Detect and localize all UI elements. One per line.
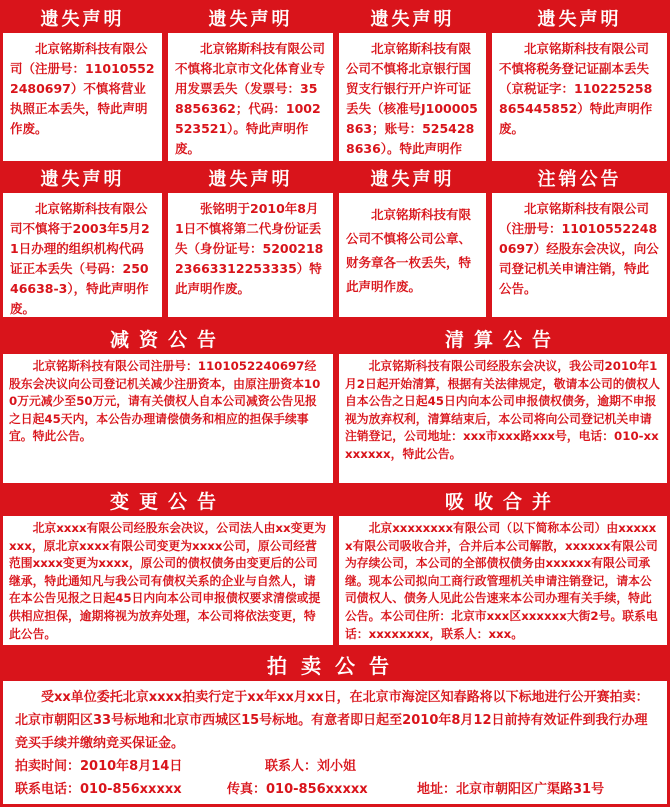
notice-card: [0, 164, 165, 320]
notice-body: 北京xxxx有限公司经股东会决议，公司法人由xx变更为xxx，原北京xxxx有限公司变更为xxxx公司，原公司经营范围xxxx变更为xxxx，原公司的债权债务由变更后的公司继承，特此通知凡与我公司有债权关系的企业与自然人，请在本公告见报之日起45日内向本公司申报债权要求清偿或提供相应担保，逾期将视为放弃处理，本公司将依法变更，特此公告。: [9, 521, 326, 641]
notice-body: 北京xxxxxxxx有限公司（以下简称本公司）由xxxxxx有限公司吸收合并，合并后本公司解散，xxxxxx有限公司为存续公司，本公司的全部债权债务由xxxxxx有限公司承继。现本公司拟向工商行政管理机关申请注销登记，请本公司债权人、债务人见此公告速来本公司办理有关手续，特此公告。本公司住所：北京市xxx区xxxxxx大街2号。联系电话：xxxxxxxx，联系人：xxx。: [345, 521, 658, 641]
notice-title: 吸收合并: [339, 489, 667, 516]
auction-info-row: [15, 755, 655, 778]
notice-body: 张铭明于2010年8月1日不慎将第二代身份证丢失（身份证号：520021823663312253335）特此声明作废。: [175, 201, 324, 296]
notice-card: [489, 4, 670, 164]
notice-title: 清算公告: [339, 327, 667, 354]
notice-title: 遗失声明: [168, 7, 333, 33]
notice-card: [165, 164, 336, 320]
auction-fax: 传真：010-856xxxxx: [227, 782, 368, 797]
notice-body: 北京铭斯科技有限公司不慎将北京市文化体育业专用发票丢失（发票号：358856362；代码：1002523521）。特此声明作废。: [175, 41, 326, 156]
auction-notice: [0, 648, 670, 807]
notice-body: 北京铭斯科技有限公司（注册号：110105522480697）不慎将营业执照正本丢失，特此声明作废。: [10, 41, 155, 136]
auction-body: [3, 681, 667, 801]
notice-body: 北京铭斯科技有限公司不慎将税务登记证副本丢失（京税证字：110225258865445852）特此声明作废。: [499, 41, 653, 136]
auction-title: 拍卖公告: [3, 651, 667, 681]
notice-title: 变更公告: [3, 489, 333, 516]
auction-contact-row: [15, 778, 655, 801]
notice-title: 减资公告: [3, 327, 333, 354]
notice-card: [336, 324, 670, 486]
notice-body: 北京铭斯科技有限公司不慎将公司公章、财务章各一枚丢失，特此声明作废。: [346, 207, 472, 294]
notice-title: 注销公告: [492, 167, 667, 193]
notice-card: [0, 486, 336, 648]
notice-card: [165, 4, 336, 164]
notice-body: 北京铭斯科技有限公司经股东会决议，我公司2010年1月2日起开始清算，根据有关法律规定，敬请本公司的债权人自本公告之日起45日内向本公司申报债权债务，逾期不申报视为放弃权利，清算结束后，本公司将向公司登记机关申请注销登记，公司地址：xxx市xxx路xxx号，电话：010-xxxxxxxx，特此公告。: [345, 359, 660, 461]
notice-body: 北京铭斯科技有限公司不慎将北京银行国贸支行银行开户许可证丢失（核准号J100005863；账号：5254288636）。特此声明作: [346, 41, 478, 156]
auction-address: 地址：北京市朝阳区广渠路31号: [417, 782, 605, 797]
auction-time: 拍卖时间：2010年8月14日: [15, 759, 183, 774]
notice-title: 遗失声明: [3, 7, 162, 33]
notice-card: [336, 164, 489, 320]
notice-card: [0, 4, 165, 164]
notice-title: 遗失声明: [3, 167, 162, 193]
auction-paragraph: 受xx单位委托北京xxxx拍卖行定于xx年xx月xx日，在北京市海淀区知春路将以下标地进行公开赛拍卖：北京市朝阳区33号标地和北京市西城区15号标地。有意者即日起至2010年8月12日前持有效证件到我行办理竞买手续并缴纳竞买保证金。: [15, 690, 649, 751]
notice-card: [336, 486, 670, 648]
notice-title: 遗失声明: [492, 7, 667, 33]
notice-title: 遗失声明: [339, 167, 486, 193]
notice-body: 北京铭斯科技有限公司注册号：1101052240697经股东会决议向公司登记机关减少注册资本，由原注册资本100万元减少至50万元，请有关债权人自本公司减资公告见报之日起45天内，本公告办理请偿债务和相应的担保手续事宜。特此公告。: [9, 359, 321, 444]
auction-contact: 联系人：刘小姐: [265, 759, 357, 774]
notice-body: 北京铭斯科技有限公司（注册号：110105522480697）经股东会决议，向公司登记机关申请注销，特此公告。: [499, 201, 659, 296]
notice-title: 遗失声明: [168, 167, 333, 193]
notice-title: 遗失声明: [339, 7, 486, 33]
notice-card: [336, 4, 489, 164]
auction-phone: 联系电话：010-856xxxxx: [15, 782, 182, 797]
notice-card: [489, 164, 670, 320]
notice-body: 北京铭斯科技有限公司不慎将于2003年5月21日办理的组织机构代码证正本丢失（号码：25046638-3），特此声明作废。: [10, 201, 150, 316]
notice-card: [0, 324, 336, 486]
